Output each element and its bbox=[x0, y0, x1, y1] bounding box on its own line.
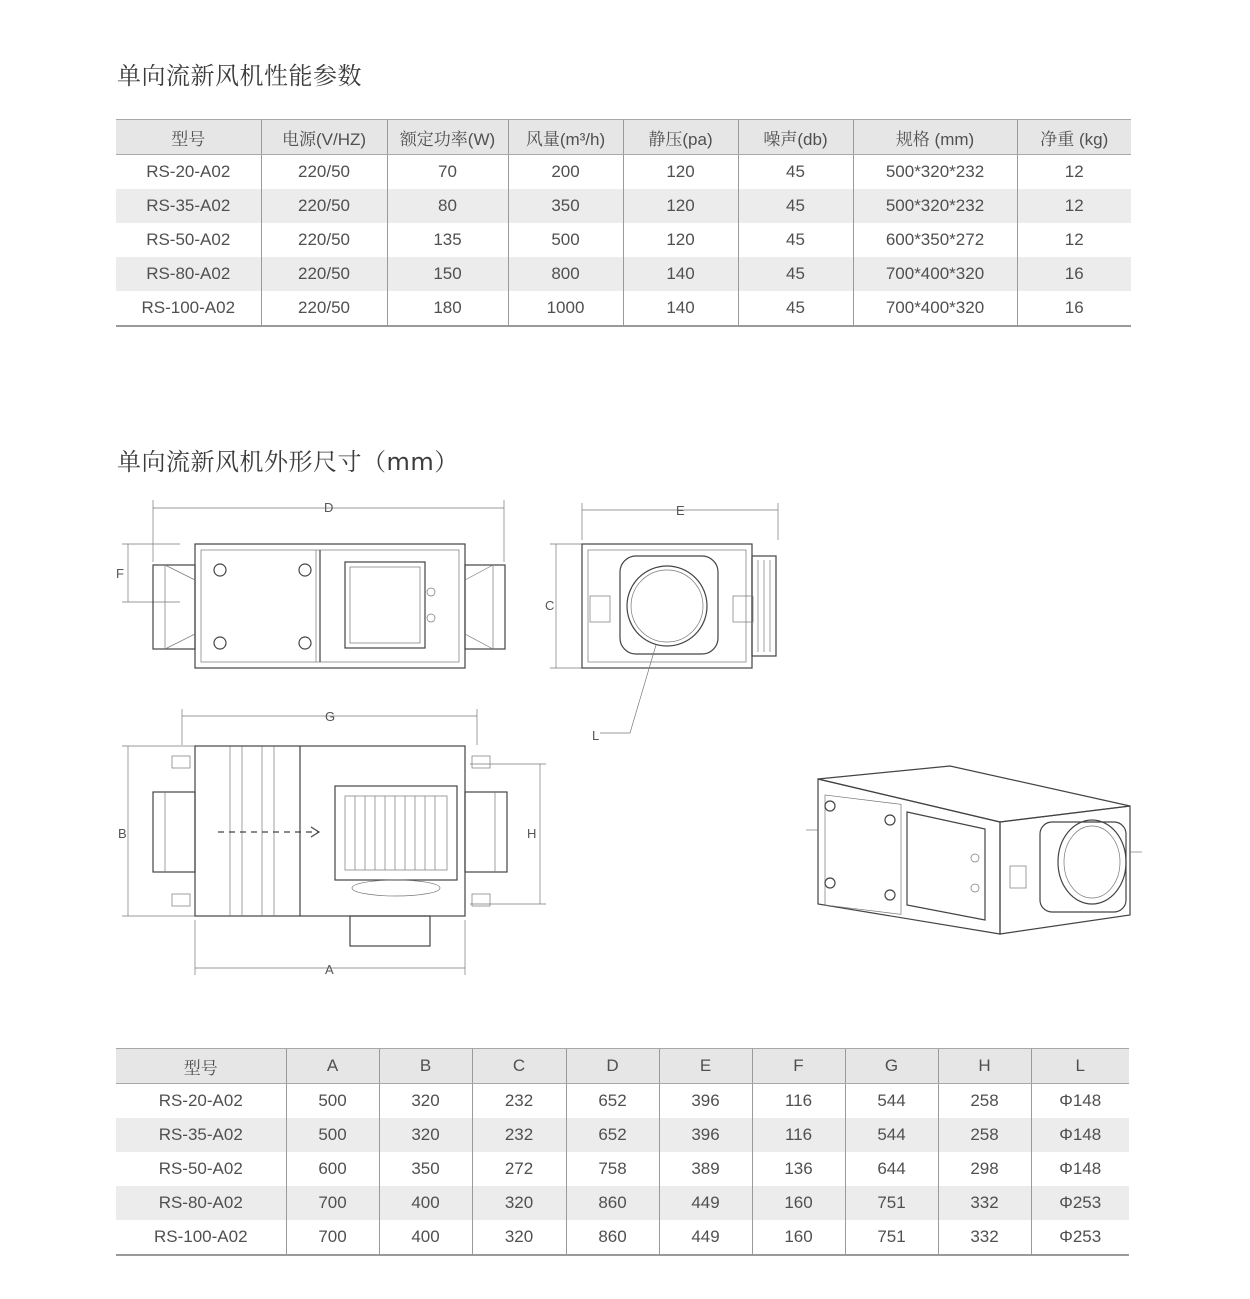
dim-label-h: H bbox=[527, 826, 537, 841]
cell-e: 396 bbox=[659, 1118, 752, 1152]
table-row bbox=[116, 1118, 1129, 1152]
cell-h: 332 bbox=[938, 1186, 1031, 1220]
cell-size: 500*320*232 bbox=[853, 155, 1017, 190]
cell-airflow: 200 bbox=[508, 155, 623, 190]
cell-size: 500*320*232 bbox=[853, 189, 1017, 223]
header-net-weight: 净重 (kg) bbox=[1017, 120, 1131, 155]
cell-static-pressure: 120 bbox=[623, 223, 738, 257]
cell-airflow: 350 bbox=[508, 189, 623, 223]
cell-model: RS-100-A02 bbox=[116, 291, 261, 326]
cell-power-supply: 220/50 bbox=[261, 155, 387, 190]
internal-view-drawing bbox=[118, 709, 546, 977]
cell-g: 644 bbox=[845, 1152, 938, 1186]
cell-a: 600 bbox=[286, 1152, 379, 1186]
cell-h: 298 bbox=[938, 1152, 1031, 1186]
header-size: 规格 (mm) bbox=[853, 120, 1017, 155]
table-row bbox=[116, 1186, 1129, 1220]
cell-c: 320 bbox=[472, 1220, 566, 1255]
cell-f: 136 bbox=[752, 1152, 845, 1186]
cell-model: RS-50-A02 bbox=[158, 1159, 243, 1178]
cell-airflow: 1000 bbox=[508, 291, 623, 326]
cell-size: 700*400*320 bbox=[853, 291, 1017, 326]
cell-rated-power: 135 bbox=[387, 223, 508, 257]
cell-rated-power: 70 bbox=[387, 155, 508, 190]
cell-noise: 45 bbox=[738, 257, 853, 291]
cell-noise: 45 bbox=[738, 223, 853, 257]
cell-noise: 45 bbox=[738, 189, 853, 223]
cell-e: 449 bbox=[659, 1186, 752, 1220]
cell-airflow: 500 bbox=[508, 223, 623, 257]
cell-b: 400 bbox=[379, 1186, 472, 1220]
cell-h: 332 bbox=[938, 1220, 1031, 1255]
cell-d: 758 bbox=[566, 1152, 659, 1186]
cell-model: RS-35-A02 bbox=[116, 1118, 286, 1152]
cell-l: Φ148 bbox=[1031, 1152, 1129, 1186]
cell-model: RS-80-A02 bbox=[116, 257, 261, 291]
dim-label-f: F bbox=[116, 566, 124, 581]
cell-f: 160 bbox=[752, 1186, 845, 1220]
cell-rated-power: 180 bbox=[387, 291, 508, 326]
header-rated-power: 额定功率(W) bbox=[387, 120, 508, 155]
table-row bbox=[116, 1220, 1129, 1255]
header-noise: 噪声(db) bbox=[738, 120, 853, 155]
cell-e: 449 bbox=[659, 1220, 752, 1255]
cell-static-pressure: 120 bbox=[623, 155, 738, 190]
top-view-drawing bbox=[116, 500, 505, 668]
header-power-supply: 电源(V/HZ) bbox=[261, 120, 387, 155]
dim-label-g: G bbox=[325, 709, 336, 724]
front-view-drawing bbox=[545, 503, 778, 743]
cell-power-supply: 220/50 bbox=[261, 189, 387, 223]
performance-title: 单向流新风机性能参数 bbox=[117, 62, 362, 90]
cell-a: 500 bbox=[286, 1118, 379, 1152]
cell-airflow: 800 bbox=[508, 257, 623, 291]
dim-label-e: E bbox=[676, 503, 685, 518]
cell-f: 160 bbox=[752, 1220, 845, 1255]
cell-c: 320 bbox=[472, 1186, 566, 1220]
cell-b: 320 bbox=[379, 1084, 472, 1119]
cell-f: 116 bbox=[752, 1118, 845, 1152]
cell-size: 700*400*320 bbox=[853, 257, 1017, 291]
cell-b: 320 bbox=[379, 1118, 472, 1152]
cell-net-weight: 12 bbox=[1017, 189, 1131, 223]
cell-d: 860 bbox=[566, 1186, 659, 1220]
cell-model: RS-35-A02 bbox=[116, 189, 261, 223]
cell-model: RS-50-A02 bbox=[146, 230, 231, 249]
cell-c: 272 bbox=[472, 1152, 566, 1186]
cell-a: 500 bbox=[286, 1084, 379, 1119]
cell-h: 258 bbox=[938, 1118, 1031, 1152]
cell-noise: 45 bbox=[738, 155, 853, 190]
header-static-pressure: 静压(pa) bbox=[623, 120, 738, 155]
cell-e: 389 bbox=[659, 1152, 752, 1186]
cell-noise: 45 bbox=[738, 291, 853, 326]
cell-c: 232 bbox=[472, 1118, 566, 1152]
header-c: C bbox=[472, 1049, 566, 1084]
header-h: H bbox=[938, 1049, 1031, 1084]
header-b: B bbox=[379, 1049, 472, 1084]
header-model: 型号 bbox=[116, 1049, 286, 1084]
table-row bbox=[116, 1084, 1129, 1119]
header-airflow: 风量(m³/h) bbox=[508, 120, 623, 155]
header-l: L bbox=[1031, 1049, 1129, 1084]
isometric-view-drawing bbox=[806, 766, 1142, 934]
cell-c: 232 bbox=[472, 1084, 566, 1119]
cell-l: Φ148 bbox=[1031, 1084, 1129, 1119]
dimensions-table bbox=[116, 1048, 1129, 1256]
table-row bbox=[116, 1152, 1129, 1186]
header-f: F bbox=[752, 1049, 845, 1084]
cell-static-pressure: 120 bbox=[623, 189, 738, 223]
cell-g: 544 bbox=[845, 1118, 938, 1152]
cell-power-supply: 220/50 bbox=[261, 257, 387, 291]
cell-static-pressure: 140 bbox=[623, 257, 738, 291]
cell-g: 544 bbox=[845, 1084, 938, 1119]
dim-label-l: L bbox=[592, 728, 600, 743]
cell-power-supply: 220/50 bbox=[261, 291, 387, 326]
cell-model: RS-20-A02 bbox=[158, 1091, 243, 1110]
cell-a: 700 bbox=[286, 1186, 379, 1220]
dim-label-a: A bbox=[325, 962, 334, 977]
cell-rated-power: 150 bbox=[387, 257, 508, 291]
cell-a: 700 bbox=[286, 1220, 379, 1255]
cell-size: 600*350*272 bbox=[853, 223, 1017, 257]
cell-static-pressure: 140 bbox=[623, 291, 738, 326]
cell-h: 258 bbox=[938, 1084, 1031, 1119]
cell-net-weight: 12 bbox=[1017, 155, 1131, 190]
cell-l: Φ148 bbox=[1031, 1118, 1129, 1152]
cell-d: 652 bbox=[566, 1084, 659, 1119]
dimensions-header-row bbox=[116, 1049, 1129, 1084]
cell-d: 860 bbox=[566, 1220, 659, 1255]
cell-net-weight: 16 bbox=[1017, 257, 1131, 291]
cell-b: 400 bbox=[379, 1220, 472, 1255]
header-a: A bbox=[286, 1049, 379, 1084]
cell-l: Φ253 bbox=[1031, 1186, 1129, 1220]
cell-e: 396 bbox=[659, 1084, 752, 1119]
header-d: D bbox=[566, 1049, 659, 1084]
cell-g: 751 bbox=[845, 1220, 938, 1255]
cell-d: 652 bbox=[566, 1118, 659, 1152]
cell-g: 751 bbox=[845, 1186, 938, 1220]
dim-label-c: C bbox=[545, 598, 555, 613]
cell-b: 350 bbox=[379, 1152, 472, 1186]
dimensions-title: 单向流新风机外形尺寸（mm） bbox=[117, 448, 459, 476]
dim-label-d: D bbox=[324, 500, 334, 515]
cell-model: RS-100-A02 bbox=[116, 1220, 286, 1255]
header-e: E bbox=[659, 1049, 752, 1084]
cell-model: RS-80-A02 bbox=[116, 1186, 286, 1220]
cell-model: RS-20-A02 bbox=[146, 162, 231, 181]
cell-power-supply: 220/50 bbox=[261, 223, 387, 257]
header-model: 型号 bbox=[116, 120, 261, 155]
cell-rated-power: 80 bbox=[387, 189, 508, 223]
cell-net-weight: 12 bbox=[1017, 223, 1131, 257]
header-g: G bbox=[845, 1049, 938, 1084]
cell-net-weight: 16 bbox=[1017, 291, 1131, 326]
dim-label-b: B bbox=[118, 826, 127, 841]
cell-l: Φ253 bbox=[1031, 1220, 1129, 1255]
cell-f: 116 bbox=[752, 1084, 845, 1119]
